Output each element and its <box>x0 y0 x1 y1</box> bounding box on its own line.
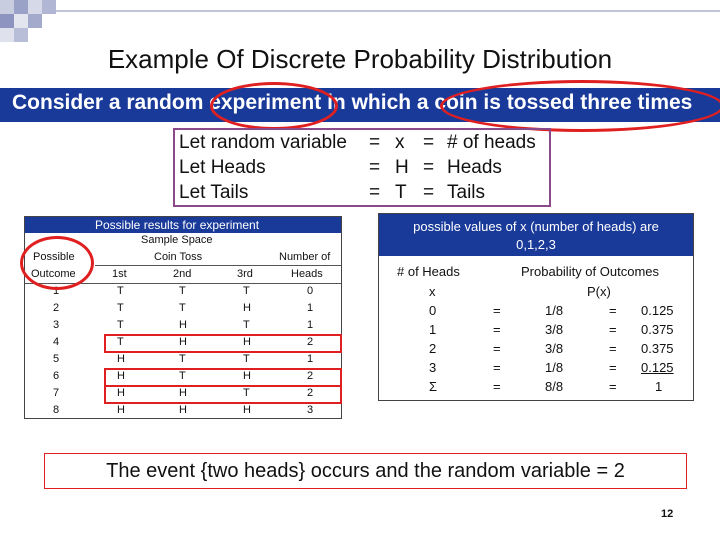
highlight-ellipse-experiment <box>210 82 338 130</box>
page-number: 12 <box>661 508 674 520</box>
px-label: P(x) <box>587 284 611 299</box>
col-prob-label: Probability of Outcomes <box>521 264 660 279</box>
divider <box>95 265 341 266</box>
probability-header <box>379 214 693 256</box>
probability-table: possible values of x (number of heads) are 0,1,2,3 # of Heads Probability of Outcomes x P(x) 0 = 1/8 = 0.125 1 = 3/8 = 0.375 2 = 3/8 = 0.375 3 = 1/8 = 0.125 Σ = 8/8 = 1 <box>378 213 694 401</box>
sample-space-table: Possible results for experiment Sample Space Possible Coin Toss Number of Outcome 1st 2nd 3rd Heads 1 T T T 0 2 T T H 1 3 T H T 1 4 T H H 2 5 H T T 1 6 H T H 2 7 H H T 2 8 H H H 3 <box>24 216 342 419</box>
second-toss-label: 2nd <box>173 268 192 280</box>
highlight-row-7 <box>104 385 342 404</box>
possible-label: Possible <box>33 251 75 263</box>
coin-toss-label: Coin Toss <box>154 251 203 263</box>
first-toss-label: 1st <box>112 268 127 280</box>
slide-title: Example Of Discrete Probability Distribution <box>107 44 613 74</box>
heads-label: Heads <box>291 268 323 280</box>
col-heads-label: # of Heads <box>397 264 460 279</box>
number-of-label: Number of <box>279 251 331 263</box>
highlight-ellipse-possible-outcome <box>20 236 94 290</box>
header-line-2: 0,1,2,3 <box>516 237 556 252</box>
header-line-1: possible values of x (number of heads) are <box>413 219 659 234</box>
banner-text: Consider a random experiment in which a coin is tossed three times <box>12 91 693 114</box>
sample-space-caption: Possible results for experiment <box>95 218 260 232</box>
sample-space-caption-bar <box>25 217 341 233</box>
highlight-row-4 <box>104 334 342 353</box>
sample-space-label: Sample Space <box>141 234 213 246</box>
x-label: x <box>429 284 436 299</box>
third-toss-label: 3rd <box>237 268 253 280</box>
event-statement: The event {two heads} occurs and the random variable = 2 <box>44 453 687 489</box>
outcome-label: Outcome <box>31 268 76 280</box>
definitions-box: Let random variable = x = # of heads Let Heads = H = Heads Let Tails = T = Tails <box>173 128 551 207</box>
highlight-ellipse-coin-tossed <box>440 80 720 132</box>
